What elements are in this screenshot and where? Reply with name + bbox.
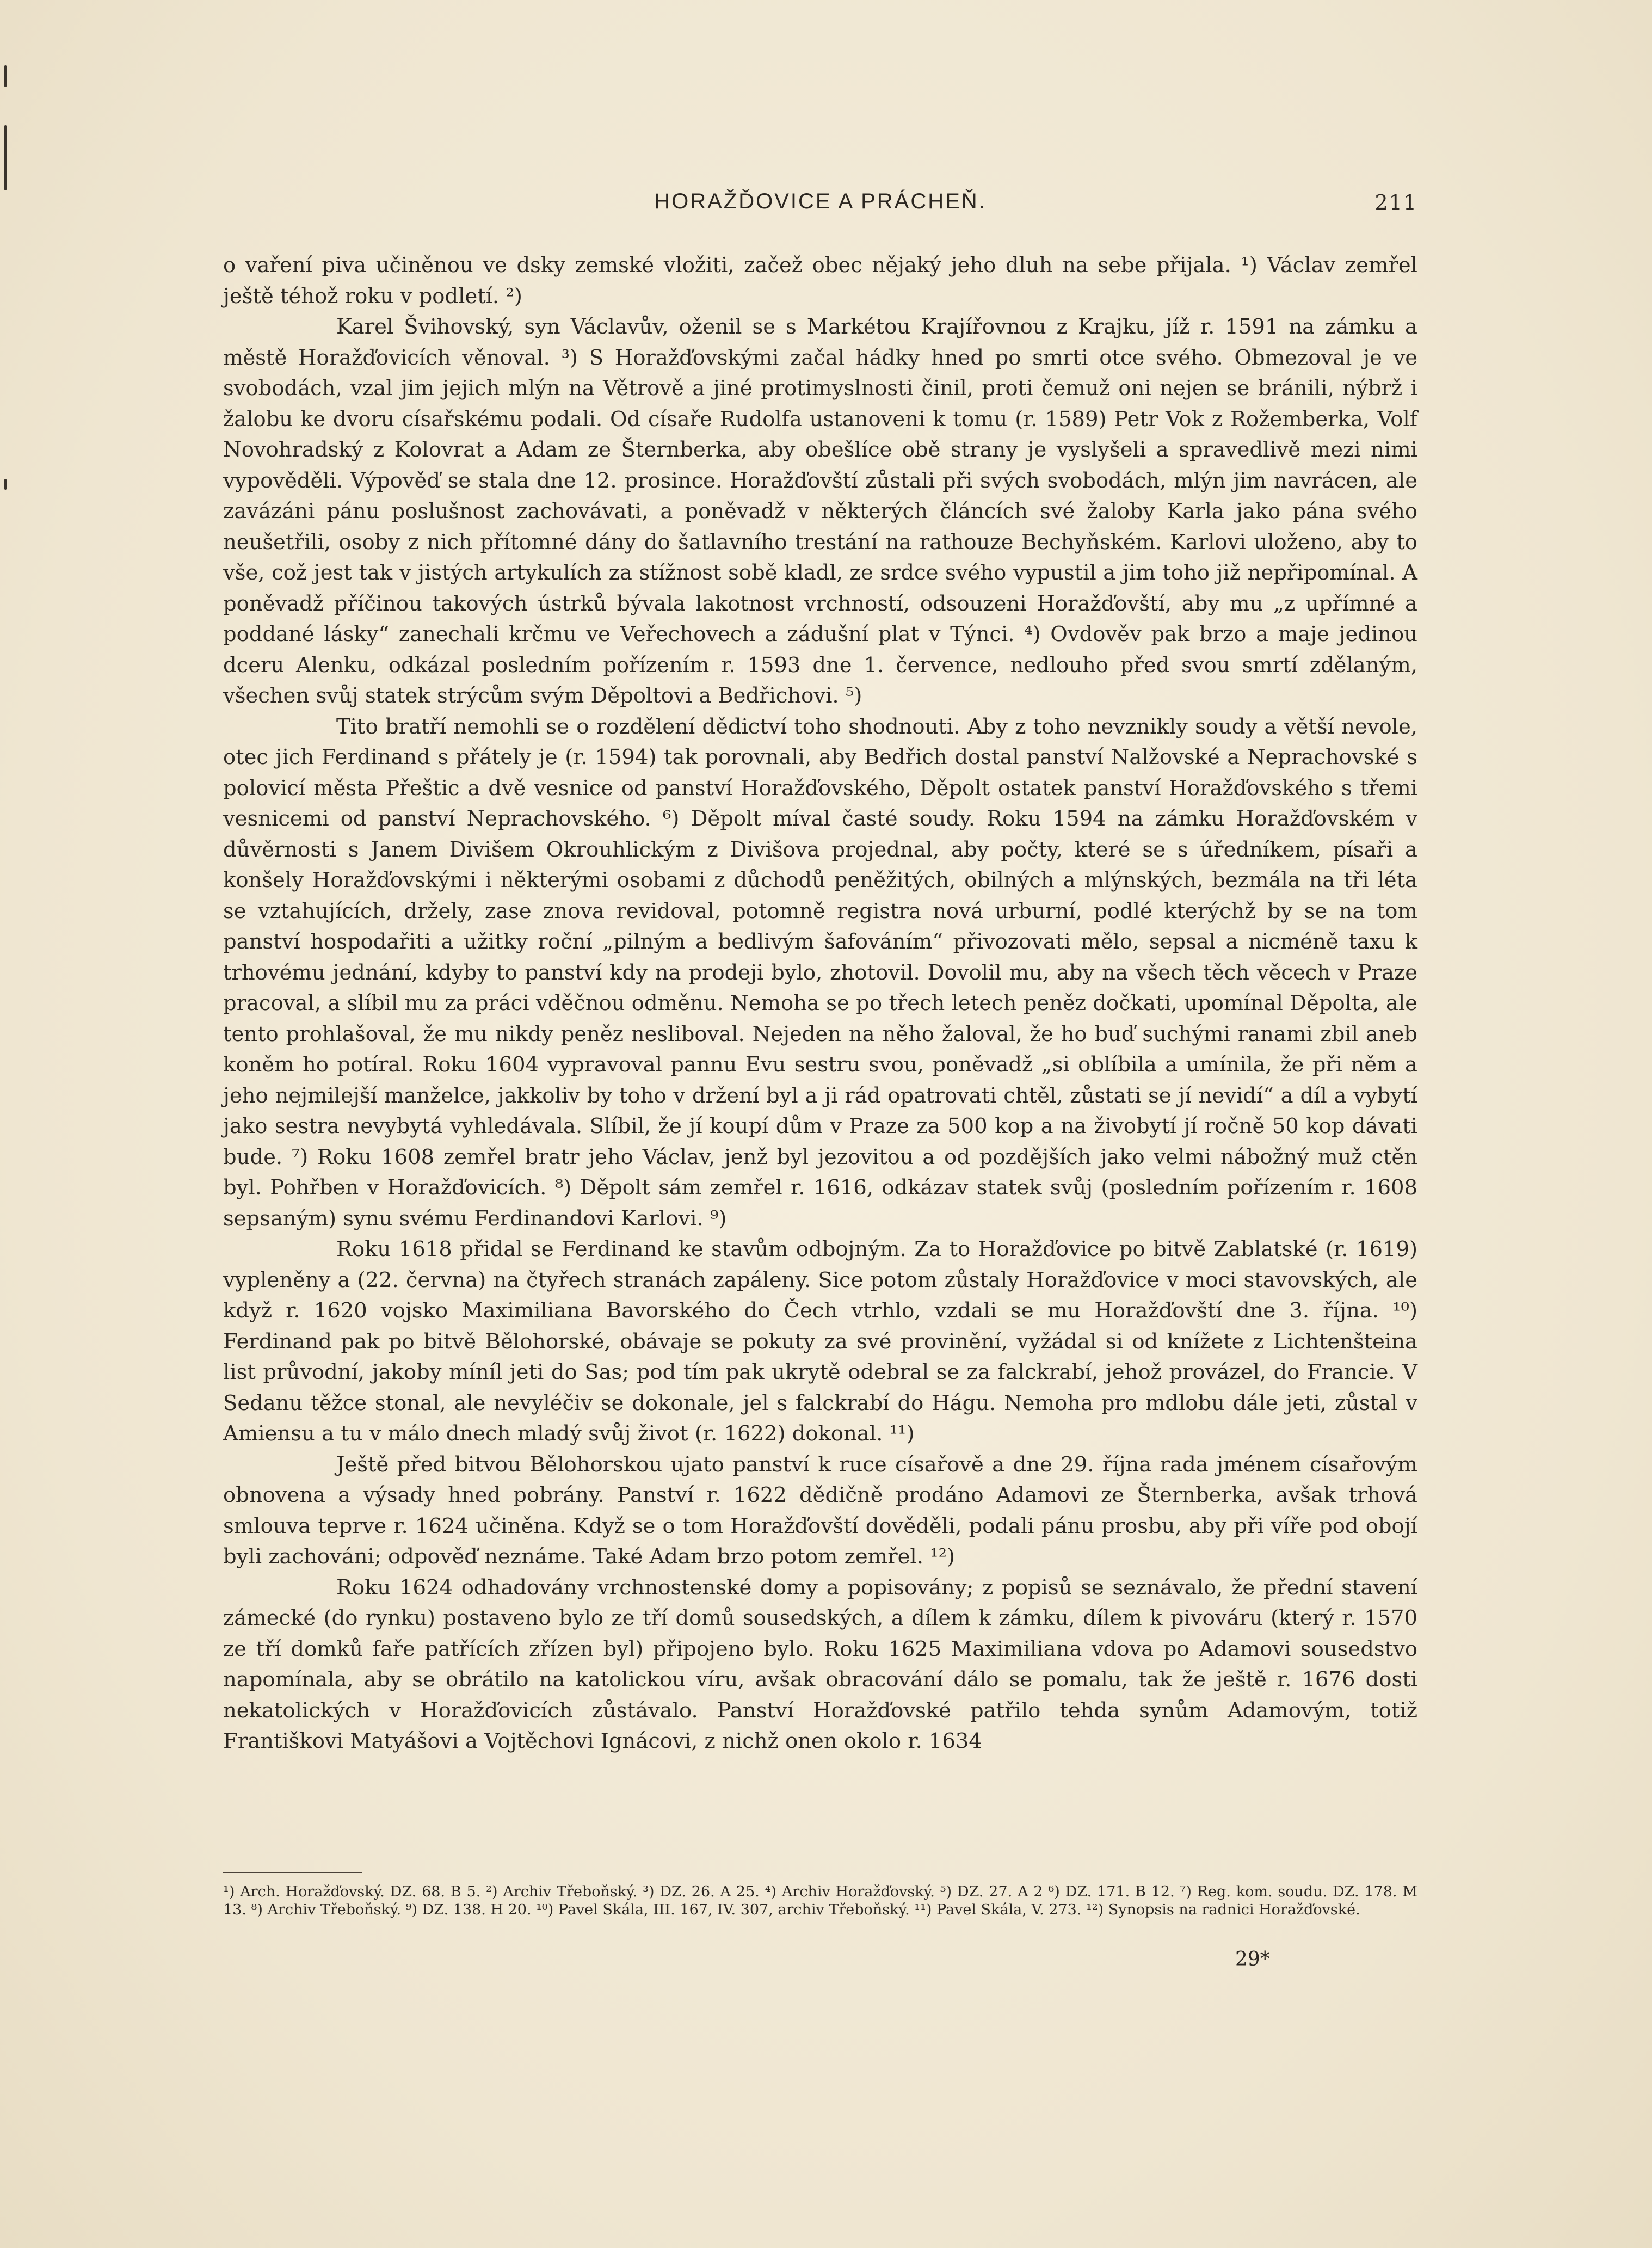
page-title: HORAŽĎOVICE A PRÁCHEŇ. [654, 189, 987, 213]
paragraph: Tito bratří nemohli se o rozdělení dědictví toho shodnouti. Aby z toho nevznikly soudy a větší nevole, otec jich Ferdinand s přátely je (r. 1594) tak porovnali, aby Bedřich dostal panství Nalžovské a Neprachovské s polovicí města Přeštic a dvě vesnice od panství Horažďovského, Děpolt ostatek panství Horažďovského s třemi vesnicemi od panství Neprachovského. ⁶) Děpolt míval časté soudy. Roku 1594 na zámku Horažďovském v důvěrnosti s Janem Divišem Okrouhlickým z Divišova projednal, aby počty, které se s úředníkem, písaři a konšely Horažďovskými i některými osobami z důchodů peněžitých, obilných a mlýnských, bezmála na tři léta se vztahujících, držely, zase znova revidoval, potomně registra nová urburní, podlé kterýchž by se na tom panství hospodařiti a užitky roční „pilným a bedlivým šafováním“ přivozovati mělo, sepsal a nicméně taxu k trhovému jednání, kdyby to panství kdy na prodeji bylo, zhotovil. Dovolil mu, aby na všech těch věcech v Praze pracoval, a slíbil mu za práci vděčnou odměnu. Nemoha se po třech letech peněz dočkati, upomínal Děpolta, ale tento prohlašoval, že mu nikdy peněz nesliboval. Nejeden na něho žaloval, že ho buď suchými ranami zbil aneb koněm ho potíral. Roku 1604 vypravoval pannu Evu sestru svou, poněvadž „si oblíbila a umínila, že při něm a jeho nejmilejší manželce, jakkoliv by toho v držení byl a ji rád opatrovati chtěl, zůstati se jí nevidí“ a díl a vybytí jako sestra nevybytá vyhledávala. Slíbil, že jí koupí dům v Praze za 500 kop a na živobytí jí ročně 50 kop dávati bude. ⁷) Roku 1608 zemřel bratr jeho Václav, jenž byl jezovitou a od pozdějších jako velmi nábožný muž ctěn byl. Pohřben v Horažďovicích. ⁸) Děpolt sám zemřel r. 1616, odkázav statek svůj (posledním pořízením r. 1608 sepsaným) synu svému Ferdinandovi Karlovi. ⁹) [223, 714, 1417, 1231]
body-text [223, 250, 1417, 1757]
footnotes: ¹) Arch. Horažďovský. DZ. 68. B 5. ²) Archiv Třeboňský. ³) DZ. 26. A 25. ⁴) Archiv Horažďovský. ⁵) DZ. 27. A 2 ⁶) DZ. 171. B 12. ⁷) Reg. kom. soudu. DZ. 178. M 13. ⁸) Archiv Třeboňský. ⁹) DZ. 138. H 20. ¹⁰) Pavel Skála, III. 167, IV. 307, archiv Třeboňský. ¹¹) Pavel Skála, V. 273. ¹²) Synopsis na radnici Horažďovské. [223, 1883, 1417, 1918]
margin-mark [4, 479, 7, 490]
paragraph: Roku 1618 přidal se Ferdinand ke stavům odbojným. Za to Horažďovice po bitvě Zablatské (r. 1619) vypleněny a (22. června) na čtyřech stranách zapáleny. Sice potom zůstaly Horažďovice v moci stavovských, ale když r. 1620 vojsko Maximiliana Bavorského do Čech vtrhlo, vzdali se mu Horažďovští dne 3. října. ¹⁰) Ferdinand pak po bitvě Bělohorské, obávaje se pokuty za své provinění, vyžádal si od knížete z Lichtenšteina list průvodní, jakoby míníl jeti do Sas; pod tím pak ukrytě odebral se za falckrabí, jehož provázel, do Francie. V Sedanu těžce stonal, ale nevyléčiv se dokonale, jel s falckrabí do Hágu. Nemoha pro mdlobu dále jeti, zůstal v Amiensu a tu v málo dnech mladý svůj život (r. 1622) dokonal. ¹¹) [223, 1237, 1417, 1446]
footnote-divider [223, 1872, 362, 1873]
signature-mark: 29* [1235, 1948, 1270, 1970]
running-header [223, 189, 1417, 222]
paragraph: Ještě před bitvou Bělohorskou ujato panství k ruce císařově a dne 29. října rada jménem císařovým obnovena a výsady hned pobrány. Panství r. 1622 dědičně prodáno Adamovi ze Šternberka, avšak trhová smlouva teprve r. 1624 učiněna. Když se o tom Horažďovští dověděli, podali pánu prosbu, aby při víře pod obojí byli zachováni; odpověď neznáme. Také Adam brzo potom zemřel. ¹²) [223, 1452, 1417, 1569]
page-number: 211 [1374, 190, 1417, 214]
paragraph: Karel Švihovský, syn Václavův, oženil se s Markétou Krajířovnou z Krajku, jíž r. 1591 na zámku a městě Horažďovicích věnoval. ³) S Horažďovskými začal hádky hned po smrti otce svého. Obmezoval je ve svobodách, vzal jim jejich mlýn na Větrově a jiné protimyslnosti činil, proti čemuž oni nejen se bránili, nýbrž i žalobu ke dvoru císařskému podali. Od císaře Rudolfa ustanoveni k tomu (r. 1589) Petr Vok z Rožemberka, Volf Novohradský z Kolovrat a Adam ze Šternberka, aby obešlíce obě strany je vyslyšeli a spravedlivě mezi nimi vypověděli. Výpověď se stala dne 12. prosince. Horažďovští zůstali při svých svobodách, mlýn jim navrácen, ale zavázáni pánu poslušnost zachovávati, a poněvadž v některých článcích své žaloby Karla jako pána svého neušetřili, osoby z nich přítomné dány do šatlavního trestání na rathouze Bechyňském. Karlovi uloženo, aby to vše, což jest tak v jistých artykulích za stížnost sobě kladl, ze srdce svého vypustil a jim toho již nepřipomínal. A poněvadž příčinou takových ústrků bývala lakotnost vrchností, odsouzeni Horažďovští, aby mu „z upřímné a poddané lásky“ zanechali krčmu ve Veřechovech a zádušní plat v Týnci. ⁴) Ovdověv pak brzo a maje jedinou dceru Alenku, odkázal posledním pořízením r. 1593 dne 1. července, nedlouho před svou smrtí zdělaným, všechen svůj statek strýcům svým Děpoltovi a Bedřichovi. ⁵) [223, 315, 1417, 708]
paragraph: Roku 1624 odhadovány vrchnostenské domy a popisovány; z popisů se seznávalo, že přední stavení zámecké (do rynku) postaveno bylo ze tří domů sousedských, a dílem k zámku, dílem k pivováru (který r. 1570 ze tří domků faře patřících zřízen byl) připojeno bylo. Roku 1625 Maximiliana vdova po Adamovi sousedstvo napomínala, aby se obrátilo na katolickou víru, avšak obracování dálo se pomalu, tak že ještě r. 1676 dosti nekatolických v Horažďovicích zůstávalo. Panství Horažďovské patřilo tehda synům Adamovým, totiž Františkovi Matyášovi a Vojtěchovi Ignácovi, z nichž onen okolo r. 1634 [223, 1575, 1417, 1753]
margin-mark [4, 125, 7, 190]
paragraph: o vaření piva učiněnou ve dsky zemské vložiti, začež obec nějaký jeho dluh na sebe přijala. ¹) Václav zemřel ještě téhož roku v podletí. ²) [223, 253, 1417, 309]
margin-mark [4, 65, 7, 87]
